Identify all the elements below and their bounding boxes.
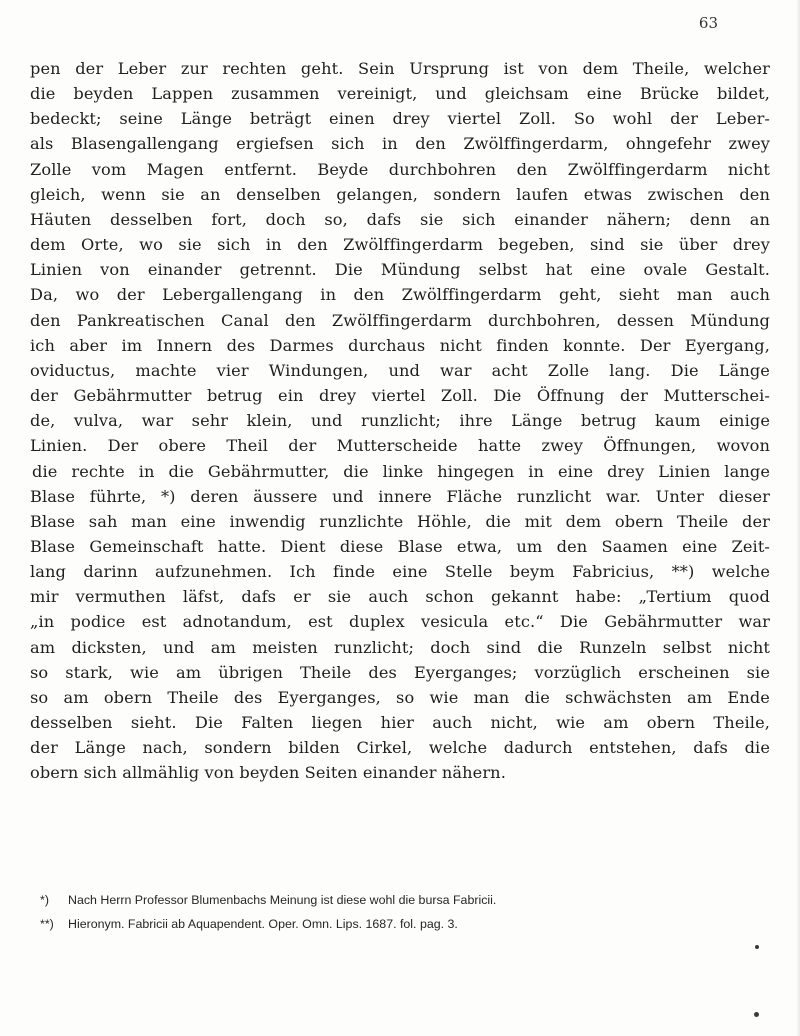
body-text (30, 56, 770, 786)
text-line: pen der Leber zur rechten geht. Sein Ursprung ist von dem Theile, welcher (30, 59, 770, 78)
text-line: obern sich allmählig von beyden Seiten einander nähern. (30, 763, 506, 783)
footnote (30, 912, 770, 936)
text-line: Linien von einander getrennt. Die Mündung selbst hat eine ovale Gestalt. (30, 260, 770, 280)
text-line: bedeckt; seine Länge beträgt einen drey viertel Zoll. So wohl der Leber- (30, 109, 770, 129)
text-line: Da, wo der Lebergallengang in den Zwölffingerdarm geht, sieht man auch (30, 285, 770, 305)
text-line: die rechte in die Gebährmutter, die linke hingegen in eine drey Linien lange (32, 461, 770, 481)
text-line: desselben sieht. Die Falten liegen hier auch nicht, wie am obern Theile, (30, 713, 770, 733)
text-line: der Gebährmutter betrug ein drey viertel Zoll. Die Öffnung der Mutterschei- (30, 386, 770, 406)
page-number: 63 (698, 14, 718, 32)
text-line: ich aber im Innern des Darmes durchaus nicht finden konnte. Der Eyergang, (30, 335, 770, 355)
text-line: die beyden Lappen zusammen vereinigt, und gleichsam eine Brücke bildet, (30, 84, 770, 104)
text-line: der Länge nach, sondern bilden Cirkel, welche dadurch entstehen, dafs die (30, 738, 770, 758)
footnotes (30, 888, 770, 936)
text-line: Blase führte, *) deren äussere und innere Fläche runzlicht war. Unter dieser (30, 486, 770, 506)
text-line: Blase sah man eine inwendig runzlichte Höhle, die mit dem obern Theile der (30, 511, 770, 531)
text-line: dem Orte, wo sie sich in den Zwölffingerdarm begeben, sind sie über drey (30, 235, 770, 255)
text-line: gleich, wenn sie an denselben gelangen, sondern laufen etwas zwischen den (30, 184, 770, 204)
text-line: am dicksten, und am meisten runzlicht; doch sind die Runzeln selbst nicht (30, 637, 770, 657)
text-line: „in podice est adnotandum, est duplex vesicula etc.“ Die Gebährmutter war (30, 612, 770, 632)
footnote-text: Hieronym. Fabricii ab Aquapendent. Oper. Omn. Lips. 1687. fol. pag. 3. (68, 917, 458, 931)
text-line: mir vermuthen läfst, dafs er sie auch schon gekannt habe: „Tertium quod (30, 587, 770, 607)
text-line: Blase Gemeinschaft hatte. Dient diese Blase etwa, um den Saamen eine Zeit- (30, 536, 770, 556)
footnote-marker: **) (40, 917, 54, 931)
footnote (30, 888, 770, 912)
ink-speck (755, 945, 759, 949)
text-line: oviductus, machte vier Windungen, und war acht Zolle lang. Die Länge (30, 360, 770, 380)
ink-speck (754, 1012, 759, 1017)
text-line: so stark, wie am übrigen Theile des Eyerganges; vorzüglich erscheinen sie (30, 662, 770, 682)
text-line: de, vulva, war sehr klein, und runzlicht; ihre Länge betrug kaum einige (30, 411, 770, 431)
footnote-marker: *) (40, 893, 49, 907)
page-edge-shadow (796, 0, 800, 1036)
text-line: Zolle vom Magen entfernt. Beyde durchbohren den Zwölffingerdarm nicht (30, 159, 770, 179)
text-line: lang darinn aufzunehmen. Ich finde eine Stelle beym Fabricius, **) welche (30, 562, 770, 582)
text-line: so am obern Theile des Eyerganges, so wie man die schwächsten am Ende (30, 687, 770, 707)
text-line: den Pankreatischen Canal den Zwölffingerdarm durchbohren, dessen Mündung (30, 310, 770, 330)
text-line: als Blasengallengang ergiefsen sich in den Zwölffingerdarm, ohngefehr zwey (30, 134, 770, 154)
text-line: Häuten desselben fort, doch so, dafs sie sich einander nähern; denn an (30, 209, 770, 229)
text-line: Linien. Der obere Theil der Mutterscheide hatte zwey Öffnungen, wovon (30, 436, 770, 456)
footnote-text: Nach Herrn Professor Blumenbachs Meinung ist diese wohl die bursa Fabricii. (68, 893, 497, 907)
